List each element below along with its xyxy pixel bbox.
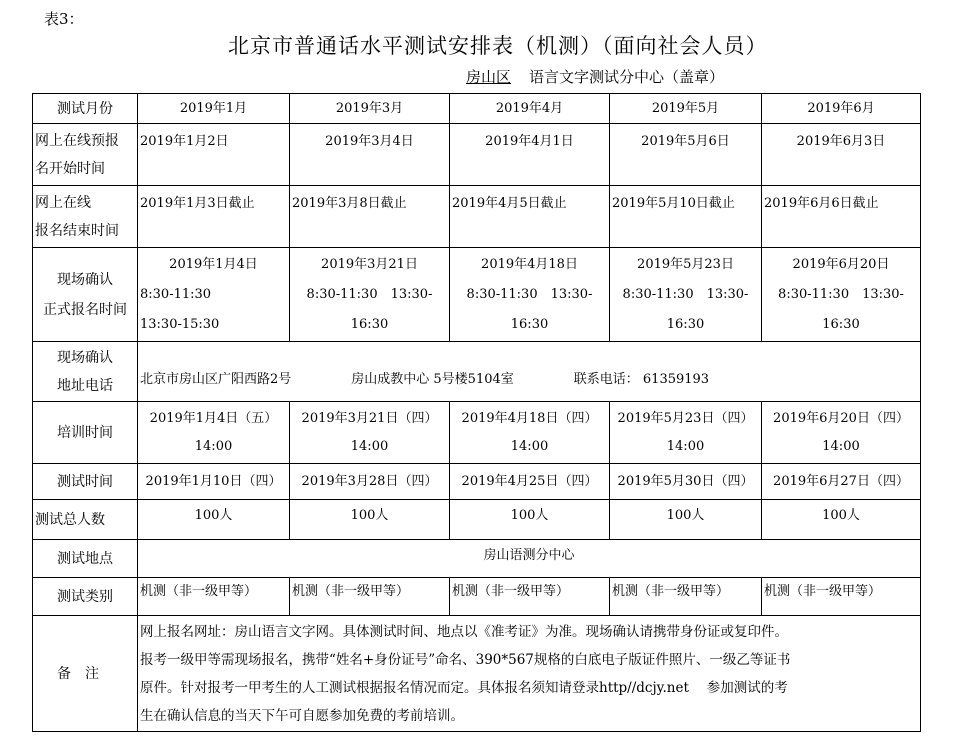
training-time: 14:00 (350, 438, 389, 454)
confirm-time: 13:30-15:30 (140, 316, 220, 332)
reg-start-cell: 2019年1月2日 (138, 124, 290, 186)
address-cell (138, 342, 921, 402)
confirm-time: 16:30 (822, 316, 860, 332)
confirm-time: 8:30-11:30 13:30- (622, 286, 749, 302)
training-date: 2019年5月23日（四） (617, 410, 754, 426)
label-line: 现场确认 (57, 271, 113, 288)
phone-text: 联系电话： 61359193 (573, 372, 710, 387)
confirm-time: 8:30-11:30 13:30- (306, 286, 433, 302)
table-row (33, 464, 921, 500)
table-row (33, 402, 921, 464)
reg-start-cell: 2019年4月1日 (450, 124, 610, 186)
month-cell: 2019年3月 (290, 94, 450, 124)
test-date-cell: 2019年3月28日（四） (290, 464, 450, 500)
table-row (33, 94, 921, 124)
row-label-test-date: 测试时间 (33, 464, 138, 500)
table-row (33, 342, 921, 402)
test-date-cell: 2019年5月30日（四） (610, 464, 762, 500)
label-line: 报名结束时间 (35, 222, 119, 239)
confirm-cell (450, 248, 610, 342)
total-cell: 100人 (138, 500, 290, 540)
reg-start-cell: 2019年6月3日 (762, 124, 921, 186)
training-date: 2019年1月4日（五） (149, 410, 278, 426)
training-time: 14:00 (666, 438, 705, 454)
table-row (33, 540, 921, 578)
total-cell: 100人 (610, 500, 762, 540)
row-label-remarks: 备注 (33, 616, 138, 732)
total-cell: 100人 (290, 500, 450, 540)
month-cell: 2019年5月 (610, 94, 762, 124)
confirm-date: 2019年4月18日 (481, 256, 578, 272)
training-date: 2019年3月21日（四） (301, 410, 438, 426)
label-line: 地址电话 (57, 377, 113, 394)
confirm-date: 2019年3月21日 (321, 256, 418, 272)
table-row (33, 248, 921, 342)
row-label-month: 测试月份 (33, 94, 138, 124)
label-line: 正式报名时间 (43, 301, 127, 318)
table-row (33, 500, 921, 540)
location-cell: 房山语测分中心 (138, 540, 921, 578)
center-name: 语言文字测试分中心（盖章） (529, 68, 725, 86)
category-cell: 机测（非一级甲等） (610, 578, 762, 616)
remark-line: 网上报名网址：房山语言文字网。具体测试时间、地点以《准考证》为准。现场确认请携带身份证或复印件。 (140, 623, 788, 640)
table-row (33, 578, 921, 616)
remark-line: 报考一级甲等需现场报名，携带“姓名+身份证号”命名、390*567规格的白底电子版证件照片、一级乙等证书 (140, 651, 791, 668)
remark-line: 生在确认信息的当天下午可自愿参加免费的考前培训。 (140, 707, 464, 724)
schedule-table (32, 93, 921, 732)
confirm-date: 2019年6月20日 (792, 256, 890, 272)
label-line: 网上在线 (35, 194, 91, 211)
reg-end-cell: 2019年4月5日截止 (450, 186, 610, 248)
address-text: 北京市房山区广阳西路2号 (140, 372, 292, 387)
confirm-time: 16:30 (666, 316, 705, 332)
row-label-reg-end (33, 186, 138, 248)
test-date-cell: 2019年4月25日（四） (450, 464, 610, 500)
training-time: 14:00 (510, 438, 549, 454)
reg-start-cell: 2019年3月4日 (290, 124, 450, 186)
month-cell: 2019年1月 (138, 94, 290, 124)
label-line: 网上在线预报 (35, 132, 119, 149)
label-line: 现场确认 (57, 349, 113, 366)
month-cell: 2019年6月 (762, 94, 921, 124)
total-cell: 100人 (762, 500, 921, 540)
row-label-training: 培训时间 (33, 402, 138, 464)
category-cell: 机测（非一级甲等） (450, 578, 610, 616)
remark-line: 原件。针对报考一甲考生的人工测试根据报名情况而定。具体报名须知请登录http//dcjy.net 参加测试的考 (140, 679, 788, 696)
reg-end-cell: 2019年1月3日截止 (138, 186, 290, 248)
training-cell (610, 402, 762, 464)
table-row (33, 616, 921, 732)
confirm-cell (610, 248, 762, 342)
district-name: 房山区 (466, 68, 512, 86)
total-cell: 100人 (450, 500, 610, 540)
reg-end-cell: 2019年5月10日截止 (610, 186, 762, 248)
training-cell (450, 402, 610, 464)
reg-start-cell: 2019年5月6日 (610, 124, 762, 186)
test-date-cell: 2019年6月27日（四） (762, 464, 921, 500)
table-row (33, 124, 921, 186)
row-label-total: 测试总人数 (33, 500, 138, 540)
document-title: 北京市普通话水平测试安排表（机测）（面向社会人员） (228, 34, 768, 58)
table-number-label: 表3： (44, 10, 84, 28)
row-label-confirm (33, 248, 138, 342)
confirm-cell (290, 248, 450, 342)
confirm-date: 2019年1月4日 (169, 256, 258, 272)
category-cell: 机测（非一级甲等） (290, 578, 450, 616)
confirm-date: 2019年5月23日 (637, 256, 734, 272)
row-label-category: 测试类别 (33, 578, 138, 616)
confirm-time: 8:30-11:30 13:30- (466, 286, 593, 302)
confirm-time: 8:30-11:30 13:30- (778, 286, 904, 302)
row-label-address (33, 342, 138, 402)
confirm-cell (138, 248, 290, 342)
row-label-reg-start (33, 124, 138, 186)
month-cell: 2019年4月 (450, 94, 610, 124)
label-line: 名开始时间 (35, 160, 105, 177)
row-label-location: 测试地点 (33, 540, 138, 578)
training-date: 2019年4月18日（四） (461, 410, 598, 426)
training-time: 14:00 (822, 438, 860, 454)
table-row (33, 186, 921, 248)
confirm-time: 16:30 (510, 316, 549, 332)
training-date: 2019年6月20日（四） (773, 410, 909, 426)
document-subtitle (466, 66, 724, 87)
training-cell (290, 402, 450, 464)
remarks-cell (138, 616, 921, 732)
training-cell (762, 402, 921, 464)
category-cell: 机测（非一级甲等） (762, 578, 921, 616)
reg-end-cell: 2019年6月6日截止 (762, 186, 921, 248)
confirm-time: 16:30 (350, 316, 389, 332)
confirm-cell (762, 248, 921, 342)
training-time: 14:00 (194, 438, 233, 454)
category-cell: 机测（非一级甲等） (138, 578, 290, 616)
venue-text: 房山成教中心 5号楼5104室 (351, 372, 514, 387)
reg-end-cell: 2019年3月8日截止 (290, 186, 450, 248)
test-date-cell: 2019年1月10日（四） (138, 464, 290, 500)
training-cell (138, 402, 290, 464)
confirm-time: 8:30-11:30 (140, 286, 212, 302)
